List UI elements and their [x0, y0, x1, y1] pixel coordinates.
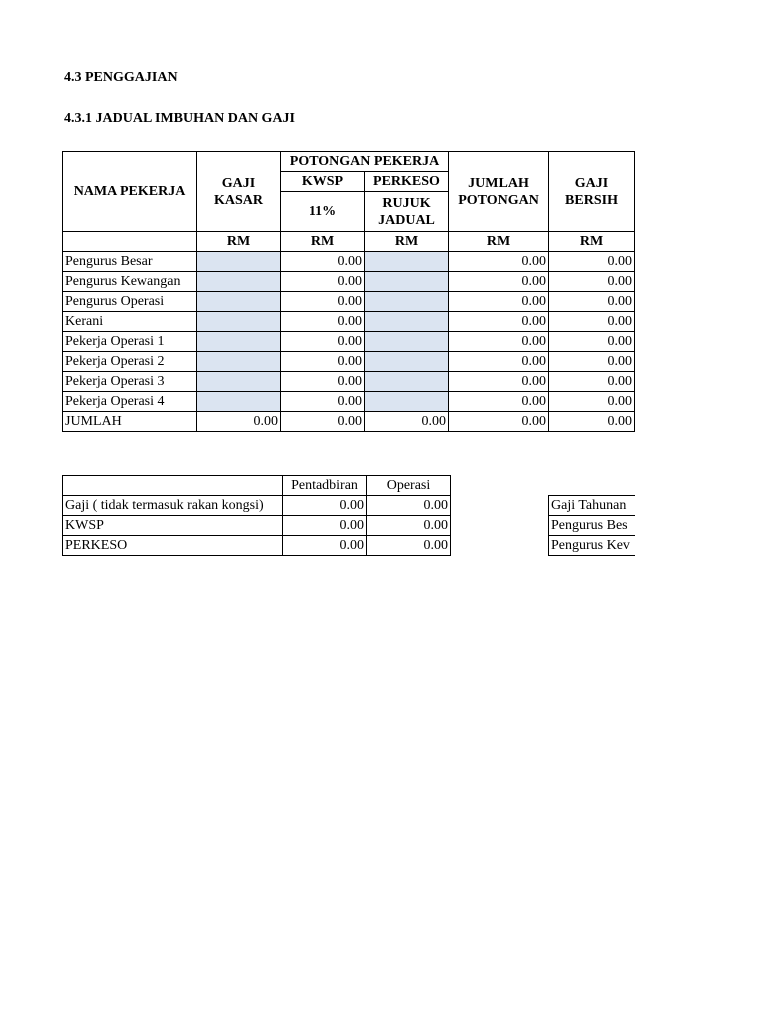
- employee-name: Kerani: [63, 312, 197, 332]
- summary-blank: [63, 476, 283, 496]
- table-row: [63, 292, 635, 312]
- annual-row: [549, 516, 635, 536]
- header-potongan-pekerja: POTONGAN PEKERJA: [281, 152, 449, 172]
- gaji-kasar-input[interactable]: [197, 392, 281, 412]
- summary-row: [63, 536, 451, 556]
- jumlah-potongan-value: 0.00: [449, 332, 549, 352]
- gaji-bersih-value: 0.00: [549, 272, 635, 292]
- jumlah-potongan-value: 0.00: [449, 392, 549, 412]
- annual-row: [549, 536, 635, 556]
- table-row: [63, 272, 635, 292]
- header-nama-pekerja: NAMA PEKERJA: [63, 152, 197, 232]
- kwsp-value: 0.00: [281, 292, 365, 312]
- employee-name: Pengurus Besar: [63, 252, 197, 272]
- perkeso-input[interactable]: [365, 352, 449, 372]
- employee-name: Pekerja Operasi 3: [63, 372, 197, 392]
- total-gaji-bersih: 0.00: [549, 412, 635, 432]
- total-label: JUMLAH: [63, 412, 197, 432]
- gaji-kasar-input[interactable]: [197, 252, 281, 272]
- perkeso-input[interactable]: [365, 252, 449, 272]
- gaji-kasar-input[interactable]: [197, 312, 281, 332]
- unit-label: RM: [197, 232, 281, 252]
- total-kwsp: 0.00: [281, 412, 365, 432]
- employee-name: Pekerja Operasi 1: [63, 332, 197, 352]
- annual-label: Pengurus Kev: [549, 536, 635, 556]
- table-row: [63, 332, 635, 352]
- kwsp-value: 0.00: [281, 312, 365, 332]
- summary-col-pentadbiran: Pentadbiran: [283, 476, 367, 496]
- kwsp-value: 0.00: [281, 272, 365, 292]
- perkeso-input[interactable]: [365, 332, 449, 352]
- summary-operasi-value: 0.00: [367, 516, 451, 536]
- annual-label: Gaji Tahunan: [549, 496, 635, 516]
- summary-table: [62, 475, 451, 556]
- annual-row: [549, 496, 635, 516]
- employee-name: Pekerja Operasi 2: [63, 352, 197, 372]
- perkeso-input[interactable]: [365, 312, 449, 332]
- jumlah-potongan-value: 0.00: [449, 292, 549, 312]
- summary-label: PERKESO: [63, 536, 283, 556]
- header-kwsp: KWSP: [281, 172, 365, 192]
- summary-row: [63, 516, 451, 536]
- summary-row: [63, 496, 451, 516]
- unit-label: RM: [365, 232, 449, 252]
- gaji-bersih-value: 0.00: [549, 392, 635, 412]
- kwsp-value: 0.00: [281, 352, 365, 372]
- gaji-bersih-value: 0.00: [549, 352, 635, 372]
- table-row: [63, 392, 635, 412]
- gaji-bersih-value: 0.00: [549, 252, 635, 272]
- payroll-table: [62, 151, 635, 432]
- kwsp-value: 0.00: [281, 252, 365, 272]
- perkeso-input[interactable]: [365, 392, 449, 412]
- gaji-kasar-input[interactable]: [197, 332, 281, 352]
- summary-operasi-value: 0.00: [367, 496, 451, 516]
- gaji-bersih-value: 0.00: [549, 312, 635, 332]
- total-gaji-kasar: 0.00: [197, 412, 281, 432]
- unit-label: RM: [549, 232, 635, 252]
- gaji-kasar-input[interactable]: [197, 272, 281, 292]
- gaji-kasar-input[interactable]: [197, 352, 281, 372]
- jumlah-potongan-value: 0.00: [449, 372, 549, 392]
- header-gaji-bersih: GAJI BERSIH: [549, 152, 635, 232]
- summary-label: KWSP: [63, 516, 283, 536]
- jumlah-potongan-value: 0.00: [449, 352, 549, 372]
- summary-operasi-value: 0.00: [367, 536, 451, 556]
- table-row: [63, 312, 635, 332]
- unit-blank: [63, 232, 197, 252]
- jumlah-potongan-value: 0.00: [449, 252, 549, 272]
- gaji-bersih-value: 0.00: [549, 332, 635, 352]
- unit-row: [63, 232, 635, 252]
- table-row: [63, 252, 635, 272]
- table-row: [63, 352, 635, 372]
- gaji-kasar-input[interactable]: [197, 372, 281, 392]
- unit-label: RM: [281, 232, 365, 252]
- summary-header-row: [63, 476, 451, 496]
- summary-pentadbiran-value: 0.00: [283, 536, 367, 556]
- perkeso-input[interactable]: [365, 292, 449, 312]
- jumlah-potongan-value: 0.00: [449, 272, 549, 292]
- gaji-bersih-value: 0.00: [549, 372, 635, 392]
- header-row-1: [63, 152, 635, 172]
- gaji-bersih-value: 0.00: [549, 292, 635, 312]
- kwsp-value: 0.00: [281, 332, 365, 352]
- total-jumlah-potongan: 0.00: [449, 412, 549, 432]
- total-row: [63, 412, 635, 432]
- total-perkeso: 0.00: [365, 412, 449, 432]
- header-kwsp-rate: 11%: [281, 192, 365, 232]
- summary-col-operasi: Operasi: [367, 476, 451, 496]
- unit-label: RM: [449, 232, 549, 252]
- annual-salary-table: [548, 495, 635, 556]
- jumlah-potongan-value: 0.00: [449, 312, 549, 332]
- annual-label: Pengurus Bes: [549, 516, 635, 536]
- employee-name: Pekerja Operasi 4: [63, 392, 197, 412]
- subsection-title: 4.3.1 JADUAL IMBUHAN DAN GAJI: [64, 111, 296, 126]
- employee-name: Pengurus Kewangan: [63, 272, 197, 292]
- header-perkeso: PERKESO: [365, 172, 449, 192]
- perkeso-input[interactable]: [365, 372, 449, 392]
- header-perkeso-note: RUJUK JADUAL: [365, 192, 449, 232]
- gaji-kasar-input[interactable]: [197, 292, 281, 312]
- kwsp-value: 0.00: [281, 392, 365, 412]
- kwsp-value: 0.00: [281, 372, 365, 392]
- header-gaji-kasar: GAJI KASAR: [197, 152, 281, 232]
- perkeso-input[interactable]: [365, 272, 449, 292]
- summary-pentadbiran-value: 0.00: [283, 516, 367, 536]
- summary-pentadbiran-value: 0.00: [283, 496, 367, 516]
- employee-name: Pengurus Operasi: [63, 292, 197, 312]
- table-row: [63, 372, 635, 392]
- header-jumlah-potongan: JUMLAH POTONGAN: [449, 152, 549, 232]
- summary-label: Gaji ( tidak termasuk rakan kongsi): [63, 496, 283, 516]
- section-title: 4.3 PENGGAJIAN: [64, 70, 178, 85]
